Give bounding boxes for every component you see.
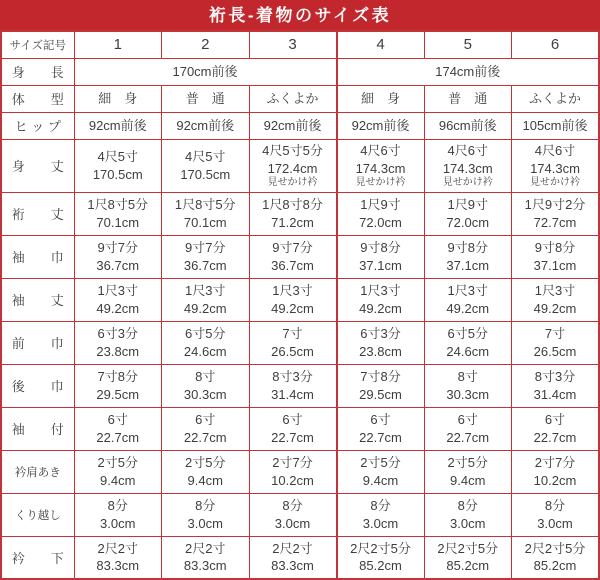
table-row (1, 112, 599, 139)
size-cell (337, 139, 425, 192)
cell-value: 83.3cm (183, 558, 227, 574)
cell-value: 8寸3分 (534, 369, 576, 385)
cell-value: 24.6cm (183, 343, 227, 359)
cell-value: 6 (550, 35, 560, 53)
cell-value: 2寸5分 (97, 455, 138, 471)
cell-value: 3.0cm (450, 515, 486, 531)
cell-value: 92cm前後 (351, 117, 410, 133)
cell-value: 6寸5分 (185, 326, 226, 342)
size-cell (162, 112, 250, 139)
size-table-body (1, 31, 599, 579)
cell-value: 29.5cm (96, 386, 140, 402)
cell-value: 6寸 (282, 412, 303, 428)
cell-value: 22.7cm (96, 429, 140, 445)
cell-note: 見せかけ衿 (267, 177, 318, 189)
size-cell (512, 139, 600, 192)
size-cell (337, 235, 425, 278)
cell-value: 9寸7分 (272, 240, 313, 256)
size-cell (512, 450, 600, 493)
row-header: ヒ ッ プ (1, 112, 74, 139)
cell-value: 細 身 (98, 90, 138, 106)
cell-value: 2寸7分 (272, 455, 313, 471)
size-cell (249, 493, 337, 536)
cell-value: 9寸8分 (534, 240, 576, 256)
cell-value: 1尺3寸 (97, 283, 138, 299)
size-cell (162, 235, 250, 278)
size-cell (337, 278, 425, 321)
cell-value: 72.0cm (446, 214, 490, 230)
cell-value: 3.0cm (100, 515, 136, 531)
size-cell (424, 536, 512, 579)
size-cell (424, 407, 512, 450)
size-cell (74, 139, 162, 192)
cell-value: 24.6cm (446, 343, 490, 359)
cell-value: 1尺9寸 (447, 197, 488, 213)
cell-value: 3.0cm (274, 515, 311, 531)
size-cell (424, 364, 512, 407)
row-header: 衿肩あき (1, 450, 74, 493)
size-cell (74, 493, 162, 536)
size-cell (249, 536, 337, 579)
size-cell (512, 31, 600, 58)
cell-value: 1尺3寸 (534, 283, 576, 299)
cell-value: 10.2cm (271, 472, 314, 488)
cell-value: 72.0cm (359, 214, 402, 230)
cell-note: 見せかけ衿 (355, 177, 406, 189)
cell-value: 170.5cm (180, 166, 231, 182)
cell-value: 1尺3寸 (185, 283, 226, 299)
cell-value: 1 (113, 35, 122, 53)
row-header: くり越し (1, 493, 74, 536)
cell-value: 172.4cm (267, 160, 318, 176)
cell-value: 22.7cm (359, 429, 402, 445)
cell-value: 1尺8寸5分 (87, 197, 149, 213)
size-cell (162, 493, 250, 536)
cell-value: 170cm前後 (172, 63, 238, 79)
size-cell (424, 139, 512, 192)
size-cell (424, 278, 512, 321)
table-row (1, 31, 599, 58)
cell-value: 10.2cm (533, 472, 577, 488)
size-cell (74, 364, 162, 407)
size-cell (337, 321, 425, 364)
cell-value: 3 (288, 35, 297, 53)
cell-value: 70.1cm (183, 214, 227, 230)
row-header: 後 巾 (1, 364, 74, 407)
cell-value: 2尺2寸 (97, 540, 138, 556)
cell-value: 6寸 (195, 412, 216, 428)
size-cell (512, 364, 600, 407)
cell-value: 4尺5寸5分 (262, 143, 323, 159)
cell-value: 4尺6寸 (360, 143, 401, 159)
size-cell (162, 364, 250, 407)
size-cell (512, 192, 600, 235)
size-cell (162, 85, 250, 112)
cell-value: 85.2cm (533, 558, 577, 574)
size-cell (424, 192, 512, 235)
cell-value: 36.7cm (183, 257, 227, 273)
size-cell (249, 278, 337, 321)
size-cell (162, 536, 250, 579)
cell-value: 8分 (195, 498, 216, 514)
cell-value: 92cm前後 (176, 117, 235, 133)
size-cell (424, 321, 512, 364)
cell-value: 9寸7分 (185, 240, 226, 256)
row-header: 裄 丈 (1, 192, 74, 235)
cell-value: 49.2cm (446, 300, 490, 316)
cell-value: 8寸3分 (272, 369, 313, 385)
cell-value: 174.3cm (442, 160, 493, 176)
size-cell (74, 450, 162, 493)
table-row (1, 364, 599, 407)
size-cell (424, 235, 512, 278)
cell-value: 83.3cm (271, 558, 314, 574)
cell-value: 2尺2寸5分 (437, 540, 499, 556)
size-cell (162, 407, 250, 450)
cell-value: 8寸 (457, 369, 478, 385)
table-row (1, 407, 599, 450)
size-cell (337, 450, 425, 493)
size-cell (162, 278, 250, 321)
cell-value: 23.8cm (359, 343, 402, 359)
cell-value: 6寸3分 (360, 326, 401, 342)
cell-value: 85.2cm (359, 558, 402, 574)
cell-value: 9.4cm (100, 472, 136, 488)
size-cell (249, 321, 337, 364)
cell-note: 見せかけ衿 (442, 177, 493, 189)
cell-value: 9寸7分 (97, 240, 138, 256)
cell-value: 8分 (544, 498, 566, 514)
size-cell (74, 321, 162, 364)
row-header: 袖 付 (1, 407, 74, 450)
cell-value: 92cm前後 (263, 117, 322, 133)
size-cell (424, 85, 512, 112)
cell-value: 3.0cm (187, 515, 223, 531)
cell-value: 4 (376, 35, 385, 53)
cell-value: 49.2cm (271, 300, 314, 316)
size-cell (249, 112, 337, 139)
title-bar (0, 0, 600, 30)
size-cell (337, 364, 425, 407)
cell-value: 8分 (282, 498, 303, 514)
size-cell (162, 321, 250, 364)
cell-value: 22.7cm (446, 429, 490, 445)
size-cell (512, 85, 600, 112)
cell-value: 36.7cm (271, 257, 314, 273)
size-cell (512, 112, 600, 139)
cell-value: 普 通 (448, 90, 488, 106)
row-header: 身 丈 (1, 139, 74, 192)
size-cell (337, 85, 425, 112)
cell-value: 29.5cm (359, 386, 402, 402)
cell-value: 8分 (457, 498, 478, 514)
table-row (1, 139, 599, 192)
cell-value: 23.8cm (96, 343, 140, 359)
cell-value: 5 (463, 35, 472, 53)
row-header: 袖 巾 (1, 235, 74, 278)
cell-value: 22.7cm (533, 429, 577, 445)
cell-value: 6寸 (457, 412, 478, 428)
cell-note: 見せかけ衿 (530, 177, 580, 189)
cell-value: 6寸 (107, 412, 128, 428)
size-cell (74, 31, 162, 58)
cell-value: 2寸7分 (534, 455, 576, 471)
cell-value: 8寸 (195, 369, 216, 385)
cell-value: 2寸5分 (185, 455, 226, 471)
table-row (1, 278, 599, 321)
cell-value: 6寸 (370, 412, 391, 428)
cell-value: 9.4cm (187, 472, 223, 488)
size-cell (249, 192, 337, 235)
cell-value: 2寸5分 (447, 455, 488, 471)
size-cell (424, 31, 512, 58)
size-cell (424, 493, 512, 536)
row-header: 体 型 (1, 85, 74, 112)
cell-value: 9寸8分 (447, 240, 488, 256)
size-cell (162, 450, 250, 493)
cell-value: 1尺9寸2分 (524, 197, 586, 213)
size-cell (337, 536, 425, 579)
row-header: 前 巾 (1, 321, 74, 364)
cell-value: 2尺2寸5分 (350, 540, 411, 556)
cell-value: 2寸5分 (360, 455, 401, 471)
size-cell (337, 407, 425, 450)
row-header: サイズ記号 (1, 31, 74, 58)
cell-value: 6寸 (544, 412, 566, 428)
cell-value: 31.4cm (533, 386, 577, 402)
size-cell (512, 536, 600, 579)
cell-value: 6寸5分 (447, 326, 488, 342)
table-row (1, 192, 599, 235)
cell-value: 174.3cm (530, 160, 580, 176)
size-cell (74, 58, 337, 85)
size-cell (249, 407, 337, 450)
cell-value: 9.4cm (450, 472, 486, 488)
cell-value: 26.5cm (271, 343, 314, 359)
table-row (1, 321, 599, 364)
cell-value: 85.2cm (446, 558, 490, 574)
cell-value: 2尺2寸 (272, 540, 313, 556)
table-row (1, 450, 599, 493)
cell-value: 細 身 (360, 90, 400, 106)
cell-value: 3.0cm (537, 515, 573, 531)
size-cell (249, 450, 337, 493)
size-cell (424, 112, 512, 139)
size-cell (512, 278, 600, 321)
cell-value: 普 通 (185, 90, 225, 106)
row-header: 身 長 (1, 58, 74, 85)
size-cell (249, 31, 337, 58)
cell-value: 8分 (370, 498, 391, 514)
cell-value: 36.7cm (96, 257, 140, 273)
cell-value: 9寸8分 (360, 240, 401, 256)
size-cell (512, 407, 600, 450)
table-row (1, 85, 599, 112)
cell-value: 37.1cm (446, 257, 490, 273)
size-cell (249, 235, 337, 278)
size-cell (74, 112, 162, 139)
size-cell (74, 192, 162, 235)
cell-value: 1尺3寸 (360, 283, 401, 299)
table-row (1, 235, 599, 278)
size-cell (249, 139, 337, 192)
table-row (1, 58, 599, 85)
cell-value: 174cm前後 (435, 63, 501, 79)
size-cell (74, 278, 162, 321)
cell-value: 6寸3分 (97, 326, 138, 342)
cell-value: 1尺3寸 (272, 283, 313, 299)
cell-value: 4尺6寸 (447, 143, 488, 159)
page-title: 裄長-着物のサイズ表 (208, 5, 392, 25)
size-cell (74, 407, 162, 450)
cell-value: 1尺8寸8分 (262, 197, 323, 213)
size-cell (424, 450, 512, 493)
size-cell (512, 493, 600, 536)
cell-value: 92cm前後 (88, 117, 147, 133)
cell-value: 2 (201, 35, 210, 53)
cell-value: 170.5cm (92, 166, 143, 182)
cell-value: 7寸8分 (97, 369, 138, 385)
size-cell (512, 235, 600, 278)
cell-value: 1尺9寸 (360, 197, 401, 213)
cell-value: 37.1cm (533, 257, 577, 273)
size-cell (249, 85, 337, 112)
cell-value: 49.2cm (183, 300, 227, 316)
cell-value: 49.2cm (359, 300, 402, 316)
cell-value: 8分 (107, 498, 128, 514)
cell-value: 105cm前後 (522, 117, 588, 133)
size-table (0, 30, 600, 580)
cell-value: 174.3cm (355, 160, 406, 176)
cell-value: 30.3cm (446, 386, 490, 402)
size-cell (162, 31, 250, 58)
size-cell (337, 192, 425, 235)
cell-value: 7寸 (544, 326, 566, 342)
size-cell (337, 58, 600, 85)
size-cell (337, 493, 425, 536)
cell-value: 30.3cm (183, 386, 227, 402)
cell-value: 31.4cm (271, 386, 314, 402)
cell-value: 96cm前後 (438, 117, 497, 133)
size-cell (337, 112, 425, 139)
row-header: 袖 丈 (1, 278, 74, 321)
cell-value: 72.7cm (533, 214, 577, 230)
cell-value: ふくよか (528, 90, 581, 106)
size-cell (162, 192, 250, 235)
cell-value: 4尺5寸 (185, 149, 226, 165)
size-cell (512, 321, 600, 364)
size-cell (74, 85, 162, 112)
cell-value: 2尺2寸5分 (524, 540, 586, 556)
cell-value: ふくよか (266, 90, 319, 106)
cell-value: 2尺2寸 (185, 540, 226, 556)
size-cell (249, 364, 337, 407)
cell-value: 49.2cm (533, 300, 577, 316)
cell-value: 1尺3寸 (447, 283, 488, 299)
row-header: 衿 下 (1, 536, 74, 579)
cell-value: 70.1cm (96, 214, 140, 230)
cell-value: 3.0cm (362, 515, 399, 531)
cell-value: 9.4cm (362, 472, 399, 488)
size-cell (162, 139, 250, 192)
table-row (1, 536, 599, 579)
table-row (1, 493, 599, 536)
cell-value: 49.2cm (96, 300, 140, 316)
size-cell (337, 31, 425, 58)
cell-value: 7寸8分 (360, 369, 401, 385)
cell-value: 7寸 (282, 326, 303, 342)
cell-value: 71.2cm (271, 214, 314, 230)
cell-value: 37.1cm (359, 257, 402, 273)
cell-value: 4尺6寸 (534, 143, 576, 159)
cell-value: 22.7cm (271, 429, 314, 445)
size-cell (74, 235, 162, 278)
cell-value: 26.5cm (533, 343, 577, 359)
cell-value: 83.3cm (96, 558, 140, 574)
size-cell (74, 536, 162, 579)
cell-value: 4尺5寸 (97, 149, 138, 165)
cell-value: 1尺8寸5分 (174, 197, 236, 213)
cell-value: 22.7cm (183, 429, 227, 445)
